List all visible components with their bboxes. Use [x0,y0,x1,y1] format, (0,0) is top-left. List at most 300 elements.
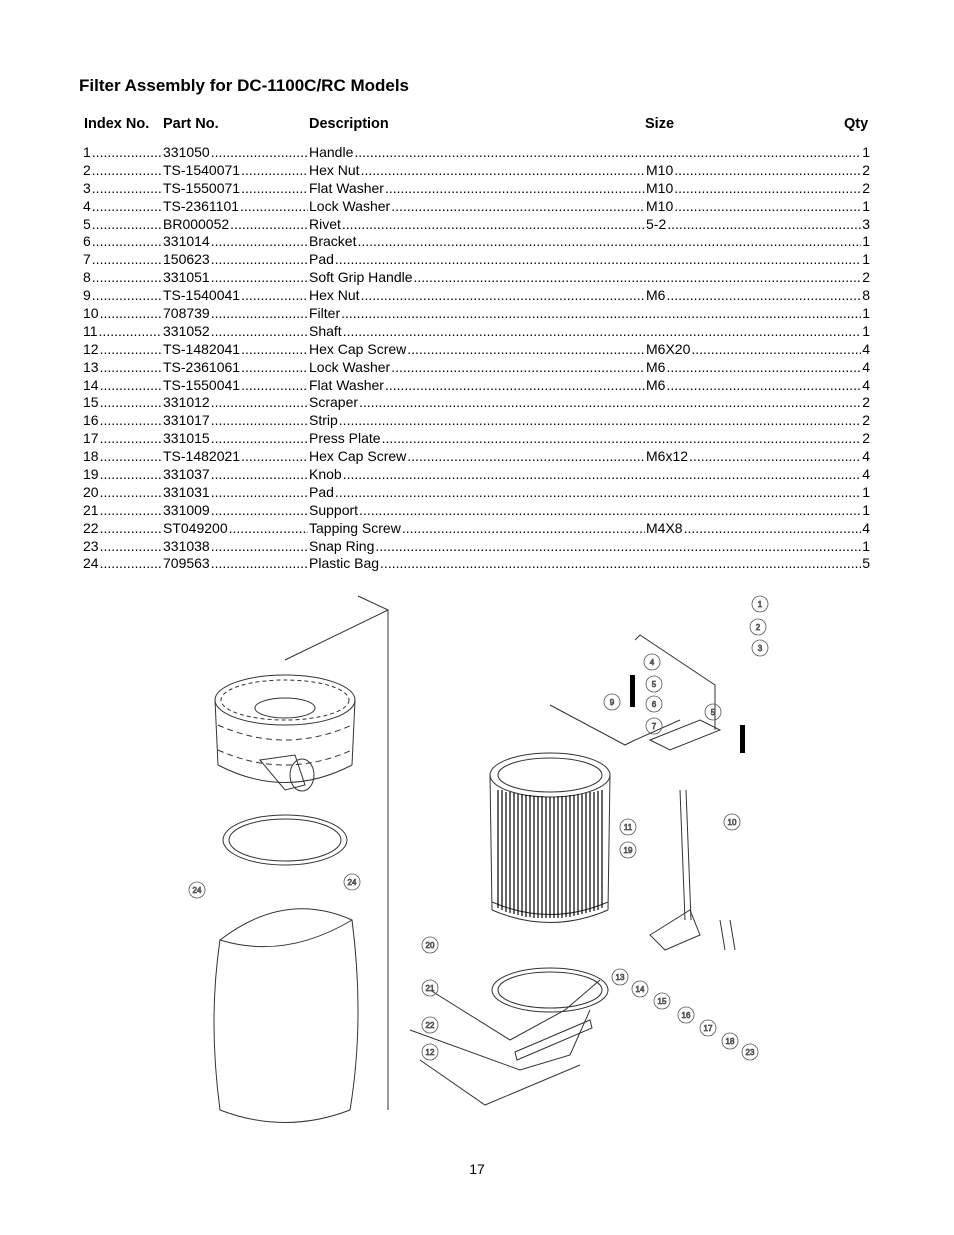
callout-label: 19 [623,846,633,855]
table-row [83,323,870,341]
cell-description [309,162,646,180]
table-row [83,305,870,323]
leader-dots [407,448,645,466]
leader-dots [92,287,162,305]
description-text: Scraper [309,394,359,411]
cell-description [309,520,646,538]
table-row [83,520,870,538]
cell-description [309,538,870,556]
parts-list [83,144,870,573]
table-row [83,233,870,251]
leader-dots [354,144,861,162]
cell-index [83,412,163,430]
qty-text: 2 [862,161,870,178]
cell-index [83,305,163,323]
part-text: 331017 [163,412,210,429]
part-text: 708739 [163,305,210,322]
qty-text: 2 [862,430,870,447]
callout-label: 4 [649,658,655,667]
index-text: 7 [83,251,91,268]
leader-dots [342,216,645,234]
cell-size [646,520,870,538]
leader-dots [391,359,645,377]
size-text: M6x12 [646,448,689,465]
callout-label: 2 [755,623,761,632]
callout-label: 10 [727,818,737,827]
qty-text: 4 [862,519,870,536]
callout-label: 5 [710,708,716,717]
cell-part [163,538,309,556]
part-text: 331051 [163,269,210,286]
cell-index [83,466,163,484]
cell-index [83,287,163,305]
size-text: 5-2 [646,215,667,232]
leader-dots [92,233,162,251]
part-text: 331009 [163,501,210,518]
qty-text: 2 [862,412,870,429]
description-text: Bracket [309,233,357,250]
index-text: 8 [83,269,91,286]
leader-dots [92,251,162,269]
cell-description [309,287,646,305]
size-text: M6 [646,287,666,304]
leader-dots [666,359,861,377]
cell-size [646,216,870,234]
page-title: Filter Assembly for DC-1100C/RC Models [79,76,410,95]
cell-size [646,448,870,466]
cell-part [163,251,309,269]
qty-text: 2 [862,179,870,196]
leader-dots [211,305,308,323]
leader-dots [230,216,308,234]
cell-index [83,144,163,162]
description-text: Press Plate [309,430,381,447]
qty-text: 2 [862,269,870,286]
description-text: Knob [309,466,342,483]
index-text: 20 [83,483,99,500]
qty-text: 2 [862,394,870,411]
leader-dots [359,394,861,412]
cell-description [309,144,870,162]
cell-description [309,484,870,502]
leader-dots [674,162,861,180]
callout-label: 5 [651,680,657,689]
cell-description [309,305,870,323]
cell-index [83,162,163,180]
cell-index [83,323,163,341]
cell-part [163,448,309,466]
exploded-assembly-diagram [180,590,780,1135]
description-text: Flat Washer [309,376,384,393]
description-text: Hex Cap Screw [309,448,407,465]
callout-label: 23 [745,1048,755,1057]
leader-dots [402,520,645,538]
index-text: 2 [83,161,91,178]
index-text: 6 [83,233,91,250]
part-text: TS-2361061 [163,358,241,375]
callout-label: 20 [425,941,435,950]
index-text: 17 [83,430,99,447]
callout-label: 13 [615,973,625,982]
cell-description [309,323,870,341]
part-text: 150623 [163,251,210,268]
cell-description [309,412,870,430]
header-size: Size [645,116,675,132]
leader-dots [359,502,861,520]
cell-description [309,555,870,573]
cell-index [83,341,163,359]
table-row [83,287,870,305]
index-text: 24 [83,555,99,572]
index-text: 16 [83,412,99,429]
qty-text: 1 [862,197,870,214]
table-row [83,216,870,234]
description-text: Handle [309,144,354,160]
description-text: Pad [309,483,334,500]
cell-description [309,502,870,520]
leader-dots [100,394,162,412]
leader-dots [211,412,308,430]
index-text: 22 [83,519,99,536]
cell-size [646,341,870,359]
leader-dots [361,162,645,180]
cell-part [163,162,309,180]
description-text: Snap Ring [309,537,375,554]
index-text: 10 [83,305,99,322]
leader-dots [357,233,861,251]
qty-text: 4 [862,376,870,393]
cell-part [163,520,309,538]
table-row [83,484,870,502]
description-text: Plastic Bag [309,555,380,572]
callout-label: 3 [757,644,763,653]
leader-dots [667,216,861,234]
cell-part [163,466,309,484]
part-text: 331031 [163,483,210,500]
leader-dots [241,180,308,198]
table-row [83,180,870,198]
part-text: 331015 [163,430,210,447]
qty-text: 1 [862,483,870,500]
description-text: Shaft [309,322,342,339]
cell-index [83,198,163,216]
leader-dots [100,448,162,466]
leader-dots [240,198,308,216]
leader-dots [100,412,162,430]
cell-index [83,180,163,198]
leader-dots [380,555,861,573]
leader-dots [674,198,861,216]
leader-dots [211,251,308,269]
table-row [83,394,870,412]
index-text: 11 [83,322,98,339]
cell-index [83,448,163,466]
qty-text: 1 [862,251,870,268]
cell-part [163,412,309,430]
leader-dots [241,377,308,395]
leader-dots [100,520,162,538]
callout-label: 14 [635,985,645,994]
leader-dots [666,287,861,305]
part-text: TS-2361101 [163,197,240,214]
qty-text: 1 [862,322,870,339]
leader-dots [99,323,162,341]
part-text: TS-1482041 [163,340,241,357]
leader-dots [343,323,862,341]
cell-index [83,502,163,520]
table-row [83,430,870,448]
cell-size [646,180,870,198]
cell-index [83,538,163,556]
leader-dots [339,412,861,430]
cell-description [309,198,646,216]
leader-dots [385,180,645,198]
qty-text: 4 [862,358,870,375]
callout-label: 1 [757,600,763,609]
leader-dots [241,341,308,359]
description-text: Soft Grip Handle [309,269,413,286]
leader-dots [211,430,308,448]
part-text: 331050 [163,144,210,160]
leader-dots [689,448,861,466]
cell-description [309,180,646,198]
qty-text: 3 [862,215,870,232]
description-text: Hex Cap Screw [309,340,407,357]
leader-dots [211,466,308,484]
leader-dots [407,341,645,359]
callout-label: 16 [681,1011,691,1020]
table-row [83,269,870,287]
leader-dots [100,305,162,323]
qty-text: 5 [862,555,870,572]
table-row [83,412,870,430]
callout-label: 6 [651,700,657,709]
cell-size [646,359,870,377]
part-text: TS-1540071 [163,161,241,178]
leader-dots [100,359,162,377]
description-text: Filter [309,305,341,322]
leader-dots [385,377,645,395]
leader-dots [391,198,645,216]
index-text: 19 [83,466,99,483]
leader-dots [100,555,162,573]
part-text: TS-1482021 [163,448,241,465]
leader-dots [211,502,308,520]
part-text: BR000052 [163,215,230,232]
description-text: Support [309,501,359,518]
callout-label: 7 [651,722,657,731]
leader-dots [92,162,162,180]
callout-label: 15 [657,997,667,1006]
qty-text: 4 [862,340,870,357]
leader-dots [382,430,862,448]
leader-dots [361,287,645,305]
index-text: 13 [83,358,99,375]
part-text: ST049200 [163,519,228,536]
size-text: M6 [646,358,666,375]
leader-dots [100,484,162,502]
part-text: 331038 [163,537,210,554]
index-text: 21 [83,501,99,518]
cell-size [646,377,870,395]
leader-dots [674,180,861,198]
cell-part [163,430,309,448]
description-text: Tapping Screw [309,519,401,536]
cell-size [646,287,870,305]
leader-dots [100,502,162,520]
size-text: M6 [646,376,666,393]
cell-part [163,323,309,341]
leader-dots [92,144,162,162]
size-text: M4X8 [646,519,683,536]
callout-label: 24 [192,886,202,895]
cell-description [309,251,870,269]
callout-label: 24 [347,878,357,887]
table-row [83,377,870,395]
description-text: Lock Washer [309,358,391,375]
leader-dots [100,538,162,556]
index-text: 12 [83,340,99,357]
leader-dots [211,538,308,556]
header-part: Part No. [163,116,219,132]
leader-dots [229,520,308,538]
cell-part [163,144,309,162]
part-text: TS-1550071 [163,179,241,196]
leader-dots [335,251,861,269]
header-qty: Qty [844,116,869,132]
index-text: 14 [83,376,99,393]
cell-part [163,305,309,323]
leader-dots [684,520,862,538]
leader-dots [343,466,862,484]
header-index: Index No. [84,116,150,132]
cell-description [309,394,870,412]
description-text: Hex Nut [309,287,360,304]
cell-part [163,180,309,198]
part-text: 709563 [163,555,210,572]
leader-dots [241,359,308,377]
qty-text: 1 [862,144,870,160]
cell-part [163,233,309,251]
table-row [83,502,870,520]
leader-dots [211,555,308,573]
table-row [83,162,870,180]
leader-dots [375,538,861,556]
cell-part [163,555,309,573]
description-text: Pad [309,251,334,268]
callout-label: 11 [623,823,633,832]
qty-text: 1 [862,537,870,554]
size-text: M10 [646,161,674,178]
table-row [83,198,870,216]
part-text: 331014 [163,233,210,250]
leader-dots [241,287,308,305]
part-text: TS-1550041 [163,376,241,393]
cell-part [163,216,309,234]
qty-text: 1 [862,501,870,518]
leader-dots [414,269,862,287]
description-text: Strip [309,412,338,429]
cell-size [646,198,870,216]
table-row [83,359,870,377]
cell-description [309,359,646,377]
leader-dots [341,305,861,323]
leader-dots [92,216,162,234]
cell-part [163,394,309,412]
table-row [83,555,870,573]
leader-dots [211,233,308,251]
callout-label: 21 [425,984,435,993]
cell-index [83,430,163,448]
leader-dots [100,466,162,484]
cell-description [309,448,646,466]
index-text: 9 [83,287,91,304]
description-text: Rivet [309,215,341,232]
callout-label: 22 [425,1021,435,1030]
index-text: 5 [83,215,91,232]
cell-description [309,269,870,287]
cell-index [83,520,163,538]
part-text: 331012 [163,394,210,411]
index-text: 18 [83,448,99,465]
cell-index [83,377,163,395]
leader-dots [211,394,308,412]
size-text: M6X20 [646,340,691,357]
cell-description [309,430,870,448]
leader-dots [691,341,861,359]
description-text: Lock Washer [309,197,391,214]
size-text: M10 [646,179,674,196]
index-text: 3 [83,179,91,196]
index-text: 15 [83,394,99,411]
size-text: M10 [646,197,674,214]
leader-dots [92,180,162,198]
table-row [83,538,870,556]
cell-part [163,377,309,395]
cell-part [163,198,309,216]
cell-description [309,377,646,395]
cell-part [163,269,309,287]
cell-index [83,216,163,234]
callout-label: 18 [725,1037,735,1046]
cell-index [83,555,163,573]
cell-part [163,502,309,520]
leader-dots [211,323,308,341]
cell-part [163,287,309,305]
cell-index [83,484,163,502]
cell-size [646,162,870,180]
cell-part [163,341,309,359]
qty-text: 8 [862,287,870,304]
leader-dots [241,162,308,180]
page-number: 17 [469,1161,485,1177]
leader-dots [211,269,308,287]
leader-dots [211,144,308,162]
cell-index [83,251,163,269]
qty-text: 1 [862,233,870,250]
header-description: Description [309,116,389,132]
leader-dots [100,341,162,359]
qty-text: 4 [862,466,870,483]
part-text: 331037 [163,466,210,483]
index-text: 4 [83,197,91,214]
cell-part [163,484,309,502]
cell-index [83,359,163,377]
qty-text: 4 [862,448,870,465]
qty-text: 1 [862,305,870,322]
part-text: TS-1540041 [163,287,241,304]
cell-index [83,394,163,412]
